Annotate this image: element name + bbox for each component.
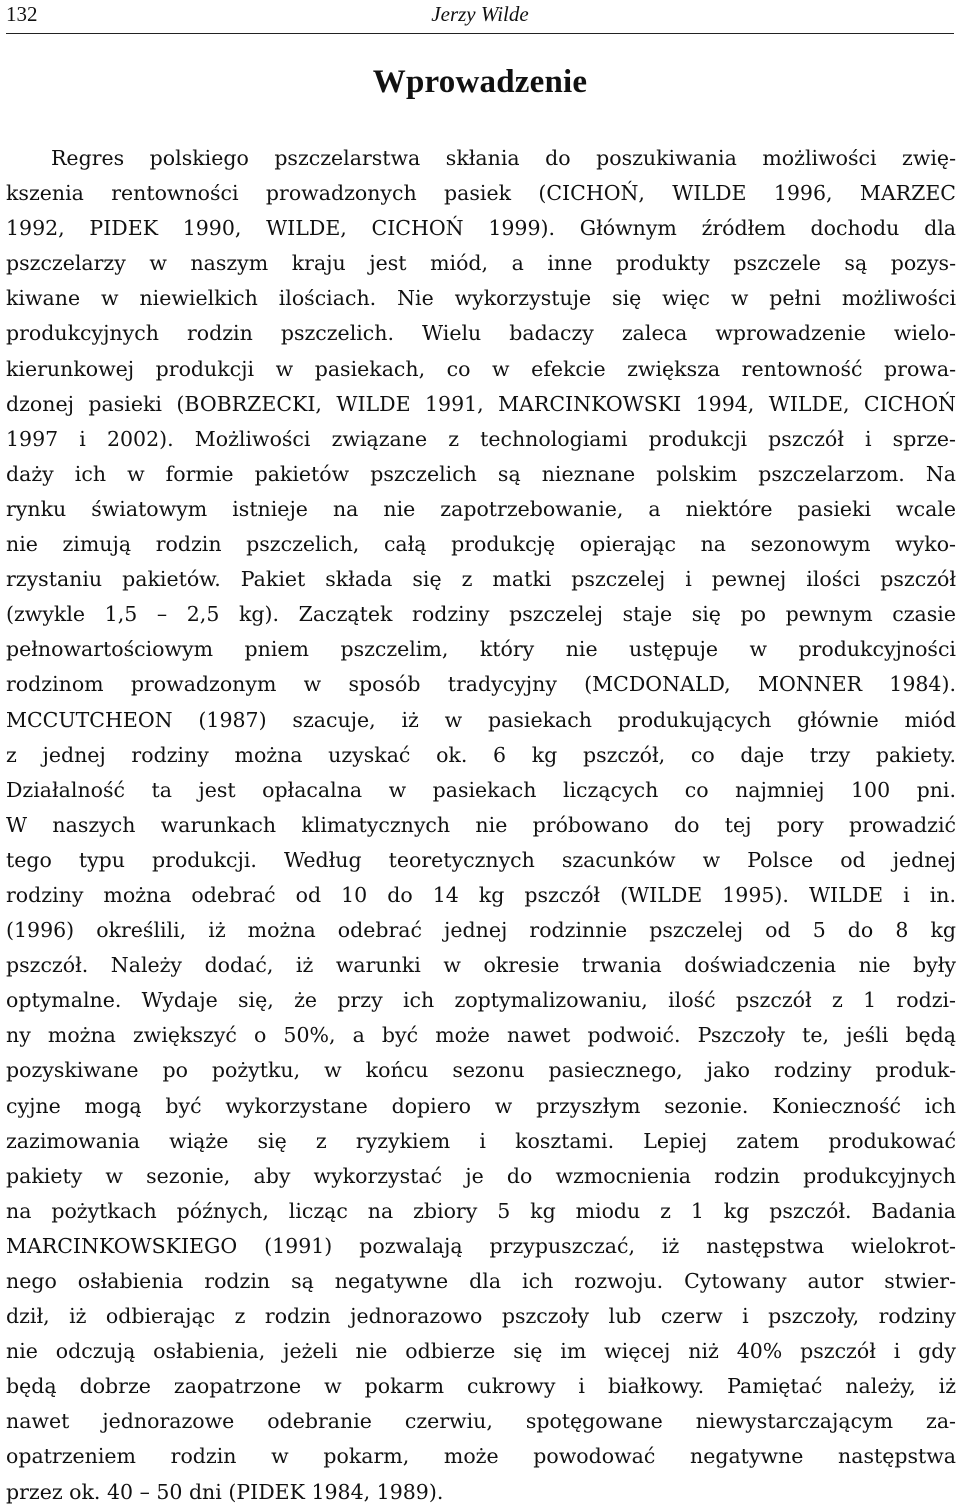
text-line: nie odczują osłabienia, jeżeli nie odbierze się im więcej niż 40% pszczół i gdy: [6, 1339, 956, 1364]
text-line: rodzinom prowadzonym w sposób tradycyjny (MCDONALD, MONNER 1984).: [6, 672, 956, 697]
text-line: pszczół. Należy dodać, iż warunki w okresie trwania doświadczenia nie były: [6, 953, 956, 978]
text-line: zazimowania wiąże się z ryzykiem i kosztami. Lepiej zatem produkować: [6, 1128, 956, 1153]
text-line: kierunkowej produkcji w pasiekach, co w efekcie zwiększa rentowność prowa-: [6, 356, 956, 381]
text-line: (zwykle 1,5 – 2,5 kg). Zaczątek rodziny pszczelej staje się po pewnym czasie: [6, 602, 956, 627]
text-line: rodziny można odebrać od 10 do 14 kg pszczół (WILDE 1995). WILDE i in.: [6, 882, 956, 907]
text-line: MCCUTCHEON (1987) szacuje, iż w pasiekach produkujących głównie miód: [6, 707, 956, 732]
text-line: 1992, PIDEK 1990, WILDE, CICHOŃ 1999). Głównym źródłem dochodu dla: [6, 216, 956, 241]
text-line: W naszych warunkach klimatycznych nie próbowano do tej pory prowadzić: [6, 812, 956, 837]
text-line: nie zimują rodzin pszczelich, całą produkcję opierając na sezonowym wyko-: [6, 532, 956, 557]
text-line: kiwane w niewielkich ilościach. Nie wykorzystuje się więc w pełni możliwości: [6, 286, 956, 311]
text-line: przez ok. 40 – 50 dni (PIDEK 1984, 1989).: [6, 1479, 444, 1504]
text-line: Regres polskiego pszczelarstwa skłania do poszukiwania możliwości zwię-: [51, 146, 956, 170]
text-line: będą dobrze zaopatrzone w pokarm cukrowy i białkowy. Pamiętać należy, iż: [6, 1374, 956, 1399]
text-line: nego osłabienia rodzin są negatywne dla ich rozwoju. Cytowany autor stwier-: [6, 1269, 956, 1293]
text-line: (1996) określili, iż można odebrać jednej rodzinnie pszczelej od 5 do 8 kg: [6, 918, 956, 943]
text-line: optymalne. Wydaje się, że przy ich zoptymalizowaniu, ilość pszczół z 1 rodzi-: [6, 988, 956, 1013]
text-line: kszenia rentowności prowadzonych pasiek (CICHOŃ, WILDE 1996, MARZEC: [6, 181, 956, 206]
text-line: pozyskiwane po pożytku, w końcu sezonu pasiecznego, jako rodziny produk-: [6, 1058, 956, 1083]
text-line: pełnowartościowym pniem pszczelim, który nie ustępuje w produkcyjności: [6, 637, 956, 662]
text-line: na pożytkach późnych, licząc na zbiory 5 kg miodu z 1 kg pszczół. Badania: [6, 1198, 956, 1223]
section-title: Wprowadzenie: [372, 64, 588, 100]
page-number: 132: [6, 2, 38, 26]
text-line: produkcyjnych rodzin pszczelich. Wielu badaczy zaleca wprowadzenie wielo-: [6, 321, 956, 346]
text-line: rzystaniu pakietów. Pakiet składa się z matki pszczelej i pewnej ilości pszczół: [6, 567, 956, 592]
text-line: daży ich w formie pakietów pszczelich są nieznane polskim pszczelarzom. Na: [6, 461, 956, 486]
text-line: z jednej rodziny można uzyskać ok. 6 kg pszczół, co daje trzy pakiety.: [6, 742, 956, 767]
text-line: pszczelarzy w naszym kraju jest miód, a inne produkty pszczele są pozys-: [6, 251, 956, 276]
body-paragraph: [6, 141, 956, 1510]
text-line: dzonej pasieki (BOBRZECKI, WILDE 1991, MARCINKOWSKI 1994, WILDE, CICHOŃ: [6, 391, 956, 416]
text-line: MARCINKOWSKIEGO (1991) pozwalają przypuszczać, iż następstwa wielokrot-: [6, 1233, 956, 1258]
text-line: Działalność ta jest opłacalna w pasiekach liczących co najmniej 100 pni.: [6, 777, 956, 802]
text-line: nawet jednorazowe odebranie czerwiu, spotęgowane niewystarczającym za-: [6, 1409, 956, 1434]
running-header: [6, 0, 954, 34]
text-line: tego typu produkcji. Według teoretycznych szacunków w Polsce od jednej: [6, 847, 956, 872]
running-header-author: Jerzy Wilde: [431, 2, 529, 26]
text-line: pakiety w sezonie, aby wykorzystać je do wzmocnienia rodzin produkcyjnych: [6, 1163, 956, 1188]
text-line: rynku światowym istnieje na nie zapotrzebowanie, a niektóre pasieki wcale: [6, 496, 956, 521]
text-line: opatrzeniem rodzin w pokarm, może powodować negatywne następstwa: [6, 1444, 956, 1469]
text-line: cyjne mogą być wykorzystane dopiero w przyszłym sezonie. Konieczność ich: [6, 1093, 956, 1118]
text-line: ny można zwiększyć o 50%, a być może nawet podwoić. Pszczoły te, jeśli będą: [6, 1023, 956, 1048]
text-line: dził, iż odbierając z rodzin jednorazowo pszczoły lub czerw i pszczoły, rodziny: [6, 1304, 956, 1329]
text-line: 1997 i 2002). Możliwości związane z technologiami produkcji pszczół i sprze-: [6, 426, 956, 451]
